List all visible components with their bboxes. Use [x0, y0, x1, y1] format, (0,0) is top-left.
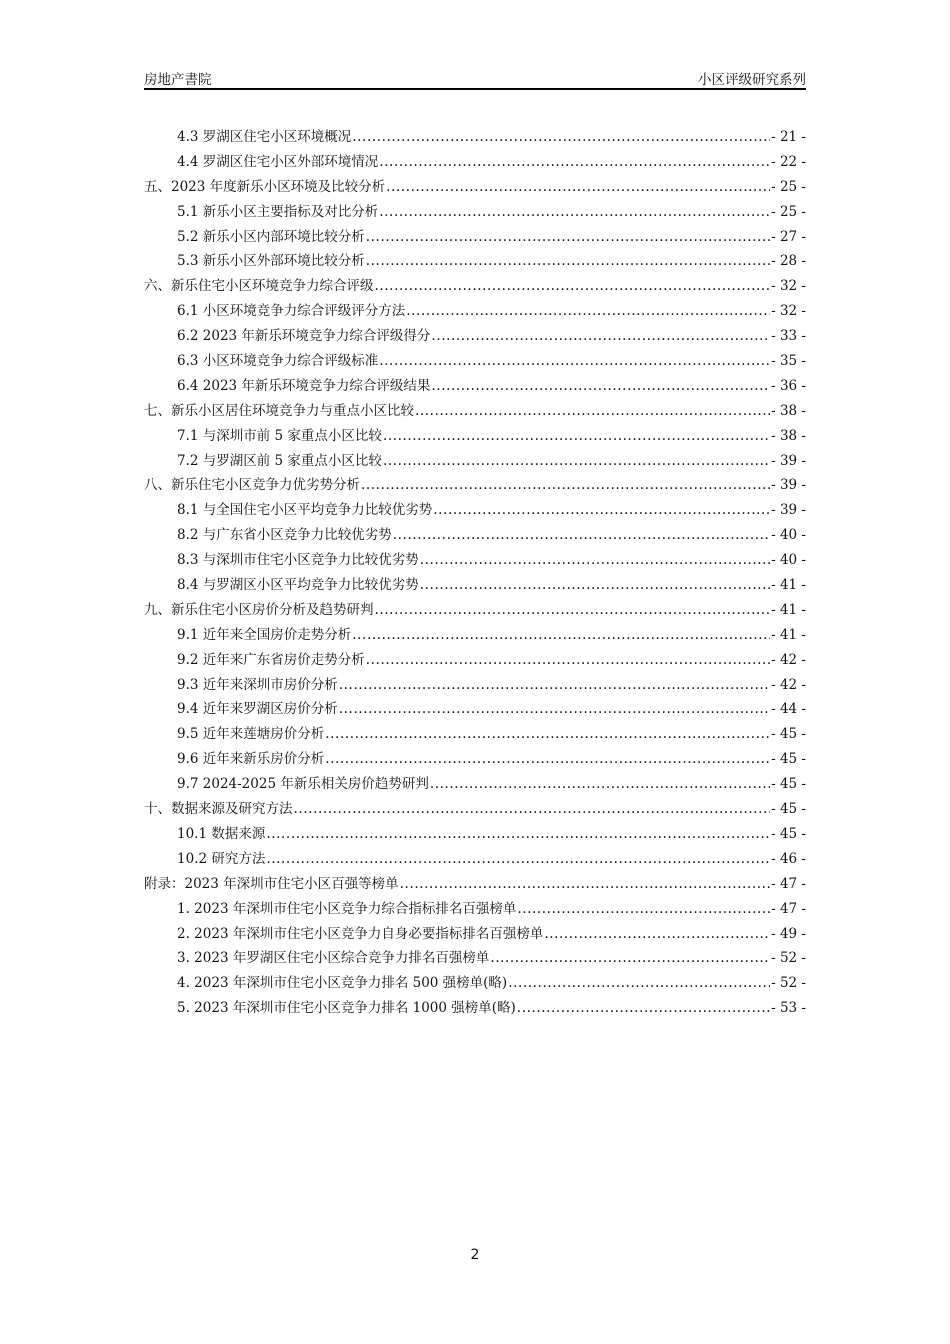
toc-dot-leader	[366, 253, 770, 269]
toc-dot-leader	[339, 701, 770, 717]
toc-chapter-entry[interactable]	[144, 598, 806, 623]
toc-entry-title: 4.3 罗湖区住宅小区环境概况	[177, 129, 352, 145]
toc-section-entry[interactable]	[144, 897, 806, 922]
toc-entry-title: 七、新乐小区居住环境竞争力与重点小区比较	[144, 402, 414, 419]
toc-entry-page: - 32 -	[771, 278, 806, 295]
toc-entry-title: 9.1 近年来全国房价走势分析	[177, 626, 352, 643]
toc-dot-leader	[431, 378, 770, 394]
toc-dot-leader	[379, 353, 770, 369]
toc-entry-title: 9.4 近年来罗湖区房价分析	[177, 701, 338, 718]
toc-dot-leader	[352, 627, 770, 643]
toc-entry-title: 6.4 2023 年新乐环境竞争力综合评级结果	[177, 377, 431, 394]
toc-dot-leader	[490, 950, 770, 966]
toc-dot-leader	[544, 926, 770, 942]
toc-entry-page: - 21 -	[771, 129, 806, 145]
toc-entry-page: - 52 -	[771, 950, 806, 967]
toc-entry-page: - 39 -	[771, 452, 806, 469]
toc-entry-title: 6.2 2023 年新乐环境竞争力综合评级得分	[177, 328, 431, 345]
toc-chapter-entry[interactable]	[144, 399, 806, 424]
toc-entry-title: 9.7 2024-2025 年新乐相关房价趋势研判	[177, 776, 429, 793]
toc-entry-page: - 49 -	[771, 925, 806, 942]
toc-entry-title: 6.3 小区环境竞争力综合评级标准	[177, 353, 379, 370]
header-series-title: 小区评级研究系列	[698, 72, 806, 88]
toc-dot-leader	[294, 801, 771, 817]
toc-dot-leader	[420, 577, 770, 593]
toc-dot-leader	[517, 1000, 770, 1016]
toc-entry-page: - 38 -	[771, 427, 806, 444]
toc-chapter-entry[interactable]	[144, 797, 806, 822]
toc-section-entry[interactable]	[144, 498, 806, 523]
toc-entry-title: 5.1 新乐小区主要指标及对比分析	[177, 203, 379, 220]
toc-section-entry[interactable]	[144, 249, 806, 274]
toc-section-entry[interactable]	[144, 673, 806, 698]
toc-dot-leader	[361, 477, 770, 493]
toc-entry-title: 7.1 与深圳市前 5 家重点小区比较	[177, 427, 382, 444]
toc-dot-leader	[325, 751, 770, 767]
toc-dot-leader	[366, 652, 770, 668]
toc-section-entry[interactable]	[144, 324, 806, 349]
toc-section-entry[interactable]	[144, 150, 806, 175]
toc-entry-title: 8.2 与广东省小区竞争力比较优劣势	[177, 527, 392, 544]
header-publisher: 房地产書院	[144, 72, 212, 88]
toc-entry-title: 8.1 与全国住宅小区平均竞争力比较优劣势	[177, 502, 433, 519]
toc-section-entry[interactable]	[144, 822, 806, 847]
toc-section-entry[interactable]	[144, 424, 806, 449]
toc-chapter-entry[interactable]	[144, 175, 806, 200]
toc-entry-page: - 47 -	[771, 875, 806, 892]
toc-chapter-entry[interactable]	[144, 473, 806, 498]
toc-section-entry[interactable]	[144, 449, 806, 474]
toc-section-entry[interactable]	[144, 946, 806, 971]
toc-dot-leader	[352, 129, 770, 145]
toc-entry-page: - 52 -	[771, 975, 806, 992]
toc-entry-title: 六、新乐住宅小区环境竞争力综合评级	[144, 278, 374, 295]
toc-entry-page: - 38 -	[771, 402, 806, 419]
toc-entry-title: 10.2 研究方法	[177, 850, 266, 867]
toc-section-entry[interactable]	[144, 548, 806, 573]
toc-entry-title: 十、数据来源及研究方法	[144, 801, 293, 818]
toc-dot-leader	[375, 278, 771, 294]
toc-entry-page: - 36 -	[771, 377, 806, 394]
toc-entry-title: 7.2 与罗湖区前 5 家重点小区比较	[177, 452, 382, 469]
toc-entry-title: 1. 2023 年深圳市住宅小区竞争力综合指标排名百强榜单	[177, 900, 517, 917]
toc-dot-leader	[383, 428, 770, 444]
toc-entry-page: - 39 -	[771, 477, 806, 494]
toc-entry-title: 6.1 小区环境竞争力综合评级评分方法	[177, 303, 406, 320]
toc-section-entry[interactable]	[144, 623, 806, 648]
toc-section-entry[interactable]	[144, 573, 806, 598]
toc-entry-title: 9.5 近年来莲塘房价分析	[177, 726, 325, 743]
toc-entry-page: - 32 -	[771, 303, 806, 320]
toc-entry-page: - 40 -	[771, 527, 806, 544]
toc-entry-page: - 41 -	[771, 577, 806, 594]
toc-section-entry[interactable]	[144, 996, 806, 1021]
toc-entry-title: 10.1 数据来源	[177, 825, 266, 842]
toc-dot-leader	[379, 154, 770, 170]
toc-entry-title: 附录：2023 年深圳市住宅小区百强等榜单	[144, 875, 399, 892]
page-number: 2	[470, 1247, 480, 1263]
toc-entry-page: - 41 -	[771, 626, 806, 643]
toc-entry-title: 8.3 与深圳市住宅小区竞争力比较优劣势	[177, 552, 419, 569]
toc-entry-title: 5. 2023 年深圳市住宅小区竞争力排名 1000 强榜单(略)	[177, 1000, 516, 1017]
table-of-contents	[144, 125, 806, 1021]
toc-section-entry[interactable]	[144, 299, 806, 324]
toc-dot-leader	[386, 179, 770, 195]
toc-section-entry[interactable]	[144, 523, 806, 548]
toc-entry-title: 五、2023 年度新乐小区环境及比较分析	[144, 178, 386, 195]
toc-section-entry[interactable]	[144, 349, 806, 374]
toc-entry-title: 5.3 新乐小区外部环境比较分析	[177, 253, 365, 270]
toc-entry-page: - 45 -	[771, 726, 806, 743]
toc-dot-leader	[266, 826, 770, 842]
toc-entry-title: 4.4 罗湖区住宅小区外部环境情况	[177, 153, 379, 170]
toc-entry-title: 9.3 近年来深圳市房价分析	[177, 676, 338, 693]
toc-section-entry[interactable]	[144, 125, 806, 150]
toc-entry-page: - 42 -	[771, 651, 806, 668]
toc-entry-page: - 41 -	[771, 601, 806, 618]
toc-dot-leader	[508, 975, 770, 991]
toc-section-entry[interactable]	[144, 772, 806, 797]
toc-dot-leader	[400, 876, 770, 892]
toc-entry-page: - 53 -	[771, 1000, 806, 1017]
toc-entry-title: 4. 2023 年深圳市住宅小区竞争力排名 500 强榜单(略)	[177, 975, 508, 992]
toc-section-entry[interactable]	[144, 225, 806, 250]
toc-entry-page: - 39 -	[771, 502, 806, 519]
toc-entry-page: - 46 -	[771, 850, 806, 867]
toc-entry-title: 5.2 新乐小区内部环境比较分析	[177, 228, 365, 245]
toc-entry-title: 8.4 与罗湖区小区平均竞争力比较优劣势	[177, 577, 419, 594]
toc-entry-page: - 33 -	[771, 328, 806, 345]
toc-entry-page: - 45 -	[771, 776, 806, 793]
toc-dot-leader	[406, 303, 770, 319]
toc-entry-page: - 47 -	[771, 900, 806, 917]
toc-entry-title: 2. 2023 年深圳市住宅小区竞争力自身必要指标排名百强榜单	[177, 925, 544, 942]
toc-entry-page: - 45 -	[771, 801, 806, 818]
toc-dot-leader	[325, 726, 770, 742]
toc-entry-title: 3. 2023 年罗湖区住宅小区综合竞争力排名百强榜单	[177, 950, 490, 967]
toc-entry-page: - 25 -	[771, 178, 806, 195]
toc-dot-leader	[366, 229, 770, 245]
toc-entry-title: 八、新乐住宅小区竞争力优劣势分析	[144, 477, 360, 494]
toc-dot-leader	[415, 403, 770, 419]
toc-entry-title: 九、新乐住宅小区房价分析及趋势研判	[144, 601, 374, 618]
toc-entry-page: - 45 -	[771, 825, 806, 842]
toc-dot-leader	[393, 527, 770, 543]
toc-entry-page: - 35 -	[771, 353, 806, 370]
toc-entry-title: 9.2 近年来广东省房价走势分析	[177, 651, 365, 668]
toc-dot-leader	[431, 328, 770, 344]
toc-section-entry[interactable]	[144, 200, 806, 225]
toc-entry-page: - 28 -	[771, 253, 806, 270]
toc-dot-leader	[383, 453, 770, 469]
toc-section-entry[interactable]	[144, 374, 806, 399]
toc-section-entry[interactable]	[144, 847, 806, 872]
toc-dot-leader	[420, 552, 770, 568]
toc-dot-leader	[375, 602, 771, 618]
toc-entry-page: - 42 -	[771, 676, 806, 693]
toc-entry-page: - 25 -	[771, 203, 806, 220]
toc-dot-leader	[266, 851, 770, 867]
toc-entry-page: - 44 -	[771, 701, 806, 718]
toc-entry-page: - 40 -	[771, 552, 806, 569]
toc-entry-title: 9.6 近年来新乐房价分析	[177, 751, 325, 768]
toc-entry-page: - 27 -	[771, 228, 806, 245]
toc-section-entry[interactable]	[144, 922, 806, 947]
toc-dot-leader	[517, 901, 770, 917]
toc-dot-leader	[339, 677, 770, 693]
toc-dot-leader	[433, 502, 770, 518]
toc-entry-page: - 45 -	[771, 751, 806, 768]
toc-section-entry[interactable]	[144, 648, 806, 673]
toc-chapter-entry[interactable]	[144, 274, 806, 299]
toc-dot-leader	[430, 776, 770, 792]
toc-section-entry[interactable]	[144, 722, 806, 747]
toc-section-entry[interactable]	[144, 747, 806, 772]
toc-dot-leader	[379, 204, 770, 220]
page-header	[144, 66, 806, 90]
toc-section-entry[interactable]	[144, 697, 806, 722]
toc-entry-page: - 22 -	[771, 153, 806, 170]
toc-chapter-entry[interactable]	[144, 872, 806, 897]
toc-section-entry[interactable]	[144, 971, 806, 996]
